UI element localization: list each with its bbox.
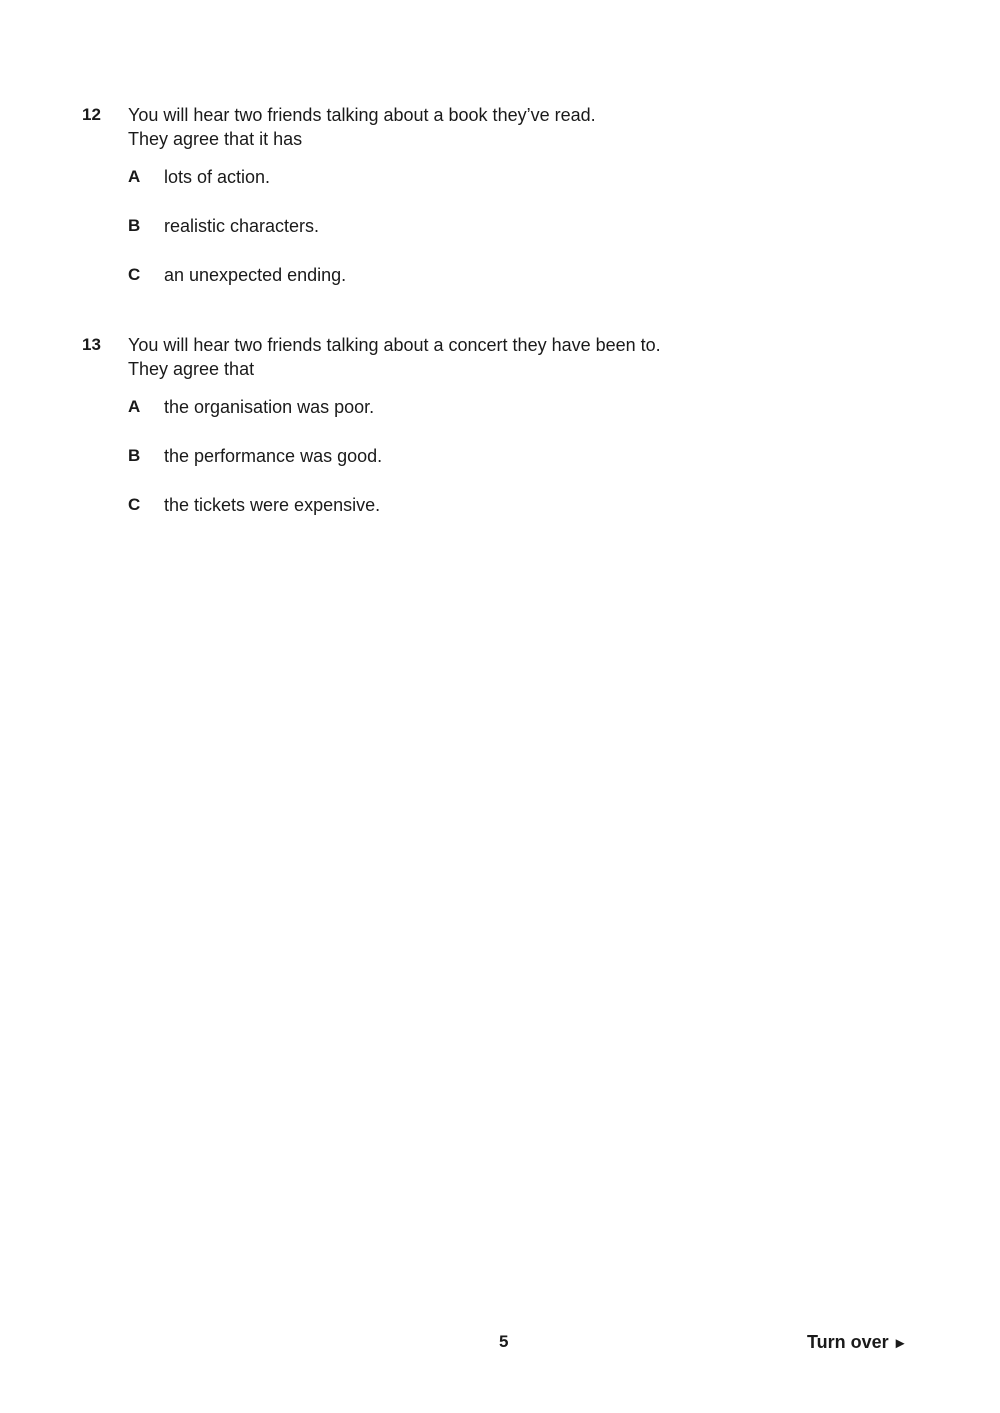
question-number: 12 bbox=[82, 105, 101, 124]
turn-over-label bbox=[807, 1330, 908, 1356]
question-stem bbox=[128, 103, 596, 151]
question-number: 13 bbox=[82, 335, 101, 354]
page-number: 5 bbox=[499, 1332, 509, 1351]
question-stem-line: They agree that bbox=[128, 359, 255, 379]
question-stem-line: You will hear two friends talking about a book they’ve read. bbox=[128, 105, 596, 125]
option-letter: B bbox=[128, 446, 141, 465]
option-letter: A bbox=[128, 397, 141, 416]
question-stem bbox=[128, 333, 661, 381]
option-text: the performance was good. bbox=[164, 446, 383, 466]
option-letter: A bbox=[128, 167, 141, 186]
option-text: an unexpected ending. bbox=[164, 265, 347, 285]
right-pointer-icon: ► bbox=[892, 1335, 908, 1352]
option-text: the tickets were expensive. bbox=[164, 495, 381, 515]
option-text: the organisation was poor. bbox=[164, 397, 375, 417]
question-stem-line: You will hear two friends talking about a concert they have been to. bbox=[128, 335, 661, 355]
option-text: lots of action. bbox=[164, 167, 271, 187]
option-letter: C bbox=[128, 265, 141, 284]
option-letter: C bbox=[128, 495, 141, 514]
question-stem-line: They agree that it has bbox=[128, 129, 303, 149]
turn-over-text: Turn over bbox=[807, 1332, 889, 1352]
option-text: realistic characters. bbox=[164, 216, 320, 236]
option-letter: B bbox=[128, 216, 141, 235]
